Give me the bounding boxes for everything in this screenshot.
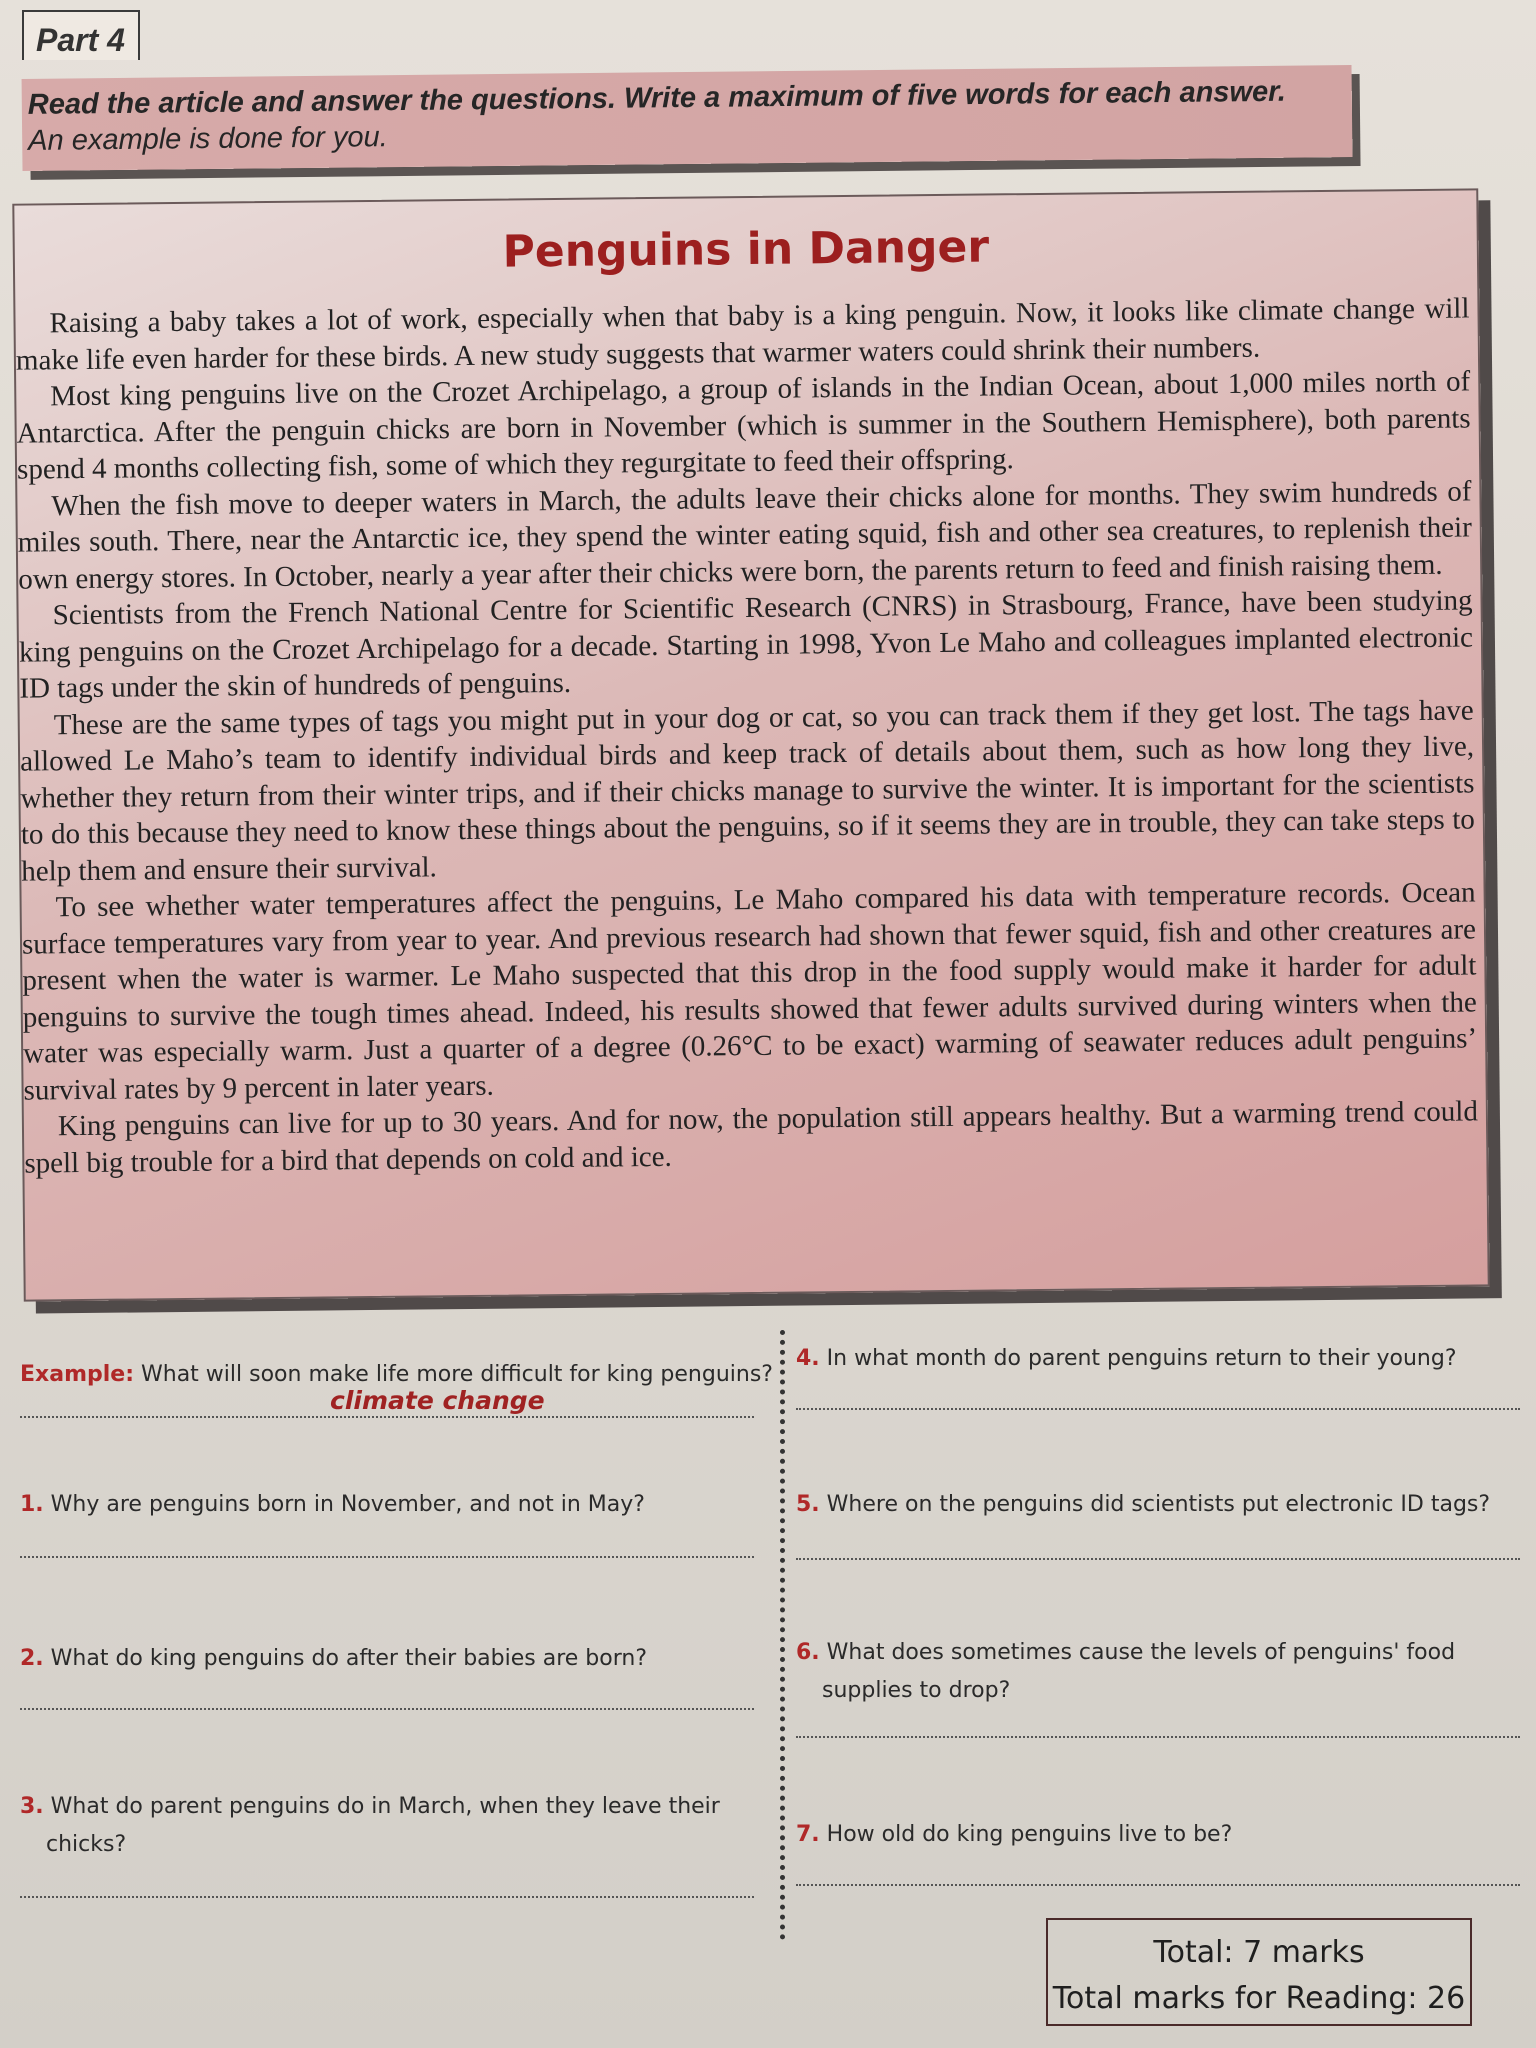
totals-box <box>1046 1918 1472 2026</box>
question-3 <box>20 1788 720 1864</box>
instructions-line-1: Read the article and answer the questions. Write a maximum of five words for each answer. <box>27 75 1287 121</box>
question-2 <box>20 1640 647 1678</box>
question-number: 2. <box>20 1646 44 1671</box>
article-body <box>15 290 1478 1181</box>
article-paragraph: These are the same types of tags you might put in your dog or cat, so you can track them if they get lost. The tags have allowed Le Maho’s team to identify individual birds and keep track of details about them, such as how long they live, whether they return from their winter trips, and if their chicks manage to survive the winter. It is important for the scientists to do this because they need to know these things about the penguins, so if it seems they are in trouble, they can take steps to help them and ensure their survival. <box>19 693 1475 888</box>
question-number: 6. <box>796 1640 820 1665</box>
question-text: How old do king penguins live to be? <box>826 1822 1233 1847</box>
question-text: Where on the penguins did scientists put electronic ID tags? <box>826 1492 1491 1517</box>
answer-line-1[interactable] <box>20 1556 754 1558</box>
answer-line-2[interactable] <box>20 1708 754 1710</box>
question-number: 5. <box>796 1492 820 1517</box>
question-text: Why are penguins born in November, and not in May? <box>50 1492 645 1517</box>
example-answer: climate change <box>330 1386 545 1415</box>
article-paragraph: When the fish move to deeper waters in March, the adults leave their chicks alone for months. They swim hundreds of miles south. There, near the Antarctic ice, they spend the winter eating squid, fish and other sea creatures, to replenish their own energy stores. In October, nearly a year after their chicks were born, the parents return to feed and finish raising them. <box>17 474 1472 596</box>
article-paragraph: Raising a baby takes a lot of work, especially when that baby is a king penguin. Now, it looks like climate change will make life even harder for these birds. A new study suggests that warmer waters could shrink their numbers. <box>15 292 1470 377</box>
question-text: What do king penguins do after their babies are born? <box>50 1646 648 1671</box>
question-4 <box>796 1340 1457 1378</box>
example-answer-line <box>20 1416 754 1418</box>
example-label: Example: <box>20 1362 134 1387</box>
question-5 <box>796 1486 1490 1524</box>
article-paragraph: Most king penguins live on the Crozet Archipelago, a group of islands in the Indian Ocean, about 1,000 miles north of Antarctica. After the penguin chicks are born in November (which is summer in the Southern Hemisphere), both parents spend 4 months collecting fish, some of which they regurgitate to feed their offspring. <box>16 365 1471 486</box>
question-number: 3. <box>20 1794 44 1819</box>
answer-line-7[interactable] <box>796 1884 1520 1886</box>
question-6 <box>796 1634 1455 1710</box>
total-marks: Total: 7 marks <box>1153 1935 1365 1970</box>
answer-line-5[interactable] <box>796 1558 1520 1560</box>
question-number: 4. <box>796 1346 820 1371</box>
question-text-continued: supplies to drop? <box>822 1678 1011 1703</box>
question-text-continued: chicks? <box>46 1832 127 1857</box>
question-1 <box>20 1486 645 1524</box>
column-divider <box>780 1330 785 1940</box>
example-question-text: What will soon make life more difficult for king penguins? <box>141 1362 773 1387</box>
answer-line-6[interactable] <box>796 1736 1520 1738</box>
article-paragraph: Scientists from the French National Centre for Scientific Research (CNRS) in Strasbourg, France, have been studying king penguins on the Crozet Archipelago for a decade. Starting in 1998, Yvon Le Maho and colleagues implanted electronic ID tags under the skin of hundreds of penguins. <box>18 584 1474 705</box>
article-paragraph: To see whether water temperatures affect the penguins, Le Maho compared his data with temperature records. Ocean surface temperatures vary from year to year. And previous research had shown that fewer squid, fish and other creatures are present when the water is warmer. Le Maho suspected that this drop in the food supply would make it harder for adult penguins to survive the tough times ahead. Indeed, his results showed that fewer adults survived during winters when the water was especially warm. Just a quarter of a degree (0.26°C to be exact) warming of seawater reduces adult penguins’ survival rates by 9 percent in later years. <box>21 876 1478 1107</box>
answer-line-4[interactable] <box>796 1408 1520 1410</box>
question-7 <box>796 1816 1232 1854</box>
question-number: 7. <box>796 1822 820 1847</box>
question-text: In what month do parent penguins return to their young? <box>826 1346 1457 1371</box>
article-paragraph: King penguins can live for up to 30 years. And for now, the population still appears healthy. But a warming trend could spell big trouble for a bird that depends on cold and ice. <box>24 1095 1479 1180</box>
article-title: Penguins in Danger <box>502 221 990 278</box>
question-text: What do parent penguins do in March, when they leave their <box>50 1794 720 1819</box>
part-label: Part 4 <box>22 10 140 60</box>
question-text: What does sometimes cause the levels of penguins' food <box>826 1640 1456 1665</box>
question-number: 1. <box>20 1492 44 1517</box>
instructions-banner <box>22 65 1353 171</box>
article-panel <box>12 188 1489 1301</box>
answer-line-3[interactable] <box>20 1896 754 1898</box>
instructions-line-2: An example is done for you. <box>28 121 388 158</box>
total-marks-reading: Total marks for Reading: 26 <box>1052 1981 1466 2016</box>
